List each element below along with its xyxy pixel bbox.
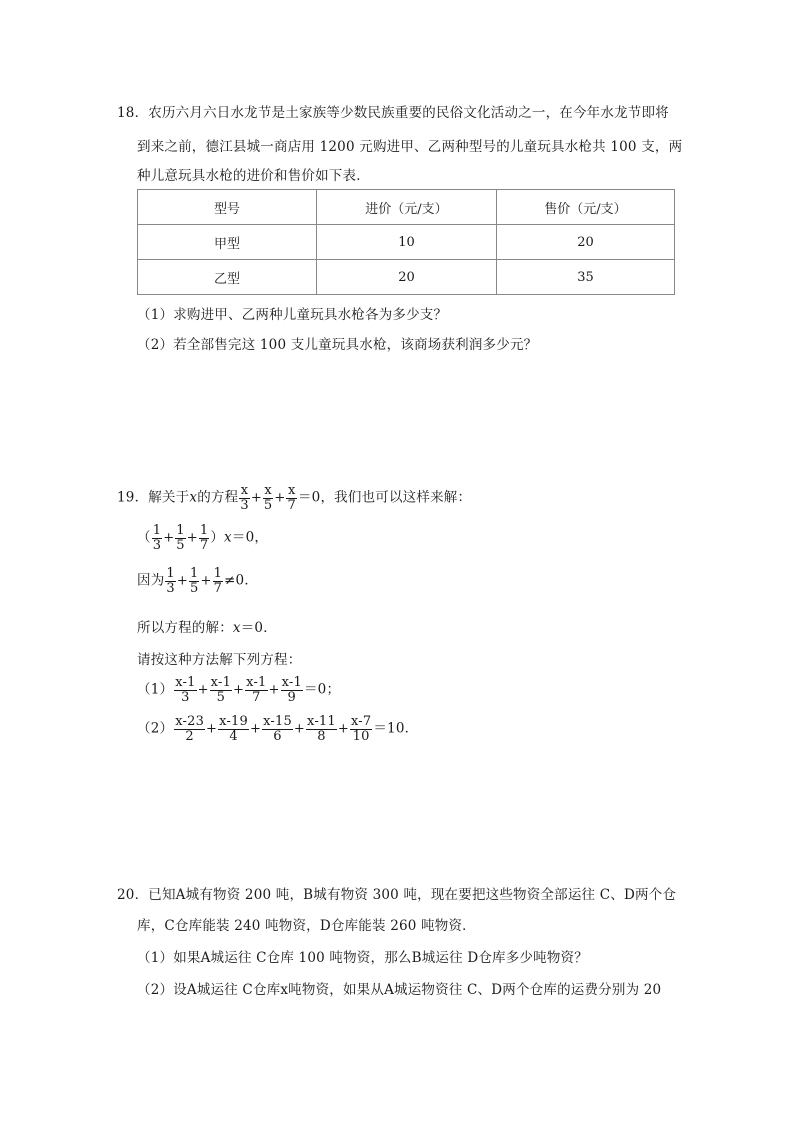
fraction [174, 676, 196, 704]
plus-sign: + [163, 530, 175, 546]
q20-sub2: （2）设A城运往 C仓库x吨物资，如果从A城运物资往 C、D两个仓库的运费分别为 20 [137, 982, 662, 998]
fraction-numerator: 1 [189, 566, 199, 581]
fraction-numerator: 1 [176, 523, 185, 538]
table-header-cell: 售价（元/支） [497, 190, 675, 225]
fraction [210, 676, 232, 704]
q18-line2: 到来之前，德江县城一商店用 1200 元购进甲、乙两种型号的儿童玩具水枪共 100 支，两 [137, 139, 683, 155]
fraction [263, 484, 273, 512]
solution-prefix: 所以方程的解： [137, 620, 233, 636]
problem-label: （2） [137, 720, 174, 737]
table-row [138, 225, 675, 260]
neq-zero: ≠0． [224, 572, 259, 589]
fraction-denominator: 5 [263, 497, 273, 513]
plus-sign: + [337, 721, 349, 737]
fraction-denominator: 7 [213, 580, 223, 596]
q19-step1-tail: ＝0， [231, 529, 269, 546]
fraction [306, 715, 337, 743]
var-x: x [189, 489, 198, 506]
q19-intro-prefix: 解关于 [148, 489, 190, 506]
q19-step2 [137, 567, 258, 595]
problem2-tail: ＝10． [373, 720, 419, 737]
table-cell: 10 [317, 225, 497, 260]
fraction-denominator: 5 [176, 537, 185, 553]
fraction-numerator: x-23 [175, 714, 205, 729]
fraction-numerator: x [240, 483, 249, 498]
fraction [213, 567, 223, 595]
fraction-numerator: x-1 [246, 675, 267, 690]
q19-step1 [137, 524, 268, 552]
plus-sign: + [274, 490, 286, 506]
table-cell: 35 [497, 260, 675, 295]
plus-sign: + [268, 682, 280, 698]
q20-line2: 库，C仓库能装 240 吨物资，D仓库能装 260 吨物资． [137, 918, 476, 934]
q20-number: 20． [117, 887, 149, 903]
plus-sign: + [176, 573, 188, 589]
table-cell: 20 [317, 260, 497, 295]
because-text: 因为 [137, 572, 165, 589]
plus-sign: + [200, 573, 212, 589]
fraction-numerator: 1 [213, 566, 223, 581]
fraction-denominator: 7 [252, 689, 261, 705]
fraction-denominator: 4 [229, 728, 238, 744]
fraction-denominator: 3 [240, 497, 249, 513]
plus-sign: + [197, 682, 209, 698]
q19-instruction: 请按这种方法解下列方程： [137, 652, 302, 668]
fraction-numerator: x-19 [219, 714, 248, 729]
fraction [350, 715, 372, 743]
open-paren: （ [137, 529, 151, 546]
fraction [245, 676, 267, 704]
fraction-numerator: 1 [152, 523, 162, 538]
var-x: x [232, 620, 241, 636]
fraction-numerator: x-7 [350, 714, 372, 729]
fraction-numerator: x [287, 483, 296, 498]
plus-sign: + [250, 490, 262, 506]
q18-line1 [117, 101, 669, 121]
fraction-denominator: 7 [199, 537, 209, 553]
q18-sub1: （1）求购进甲、乙两种儿童玩具水枪各为多少支？ [137, 307, 448, 323]
q19-intro [117, 484, 471, 512]
q18-line1-text: 农历六月六日水龙节是土家族等少数民族重要的民俗文化活动之一，在今年水龙节即将 [148, 105, 669, 121]
plus-sign: + [293, 721, 306, 737]
fraction [239, 484, 249, 512]
fraction [189, 567, 199, 595]
fraction-denominator: 3 [181, 689, 190, 705]
plus-sign: + [233, 682, 245, 698]
q19-problem2 [137, 715, 418, 743]
q20-line1 [117, 883, 676, 903]
fraction-denominator: 3 [152, 537, 162, 553]
fraction-numerator: x [264, 483, 272, 498]
fraction [165, 567, 175, 595]
problem-label: （1） [137, 681, 174, 698]
q19-problem1 [137, 676, 340, 704]
fraction [175, 524, 185, 552]
close-paren: ） [210, 529, 225, 546]
q18-line3: 种儿意玩具水枪的进价和售价如下表． [137, 168, 370, 184]
fraction-denominator: 3 [166, 580, 175, 596]
fraction [286, 484, 296, 512]
plus-sign: + [206, 721, 218, 737]
fraction-numerator: 1 [199, 523, 209, 538]
fraction-denominator: 10 [352, 728, 370, 744]
fraction-denominator: 7 [287, 497, 296, 513]
fraction-denominator: 5 [216, 689, 226, 705]
table-cell: 20 [497, 225, 675, 260]
fraction [218, 715, 249, 743]
table-cell: 乙型 [138, 260, 317, 295]
fraction-numerator: x-11 [307, 714, 336, 729]
q19-intro-suffix: 我们也可以这样来解： [334, 489, 472, 506]
fraction-denominator: 2 [185, 728, 194, 744]
q19-number: 19． [117, 489, 149, 506]
fraction-numerator: x-1 [210, 675, 232, 690]
fraction-numerator: x-15 [263, 714, 292, 729]
problem1-tail: ＝0； [303, 681, 341, 698]
table-header-cell: 型号 [138, 190, 317, 225]
fraction-denominator: 5 [189, 580, 199, 596]
var-x: x [224, 529, 232, 546]
fraction [152, 524, 162, 552]
q19-eq-zero: ＝0， [297, 489, 335, 506]
q18-sub2: （2）若全部售完这 100 支儿童玩具水枪，该商场获利润多少元？ [137, 337, 538, 353]
fraction-denominator: 6 [273, 728, 282, 744]
plus-sign: + [249, 721, 262, 737]
table-cell: 甲型 [138, 225, 317, 260]
fraction-numerator: x-1 [175, 675, 196, 690]
fraction [199, 524, 209, 552]
q20-sub1: （1）如果A城运往 C仓库 100 吨物资，那么B城运往 D仓库多少吨物资？ [137, 950, 588, 966]
fraction-denominator: 9 [287, 689, 297, 705]
table-row [138, 260, 675, 295]
q19-solution [137, 616, 277, 636]
fraction [174, 715, 205, 743]
price-table [137, 189, 675, 295]
fraction-numerator: x-1 [281, 675, 302, 690]
fraction [262, 715, 293, 743]
solution-tail: ＝0． [240, 620, 277, 636]
fraction-numerator: 1 [166, 566, 175, 581]
q18-number: 18． [117, 105, 149, 121]
fraction [281, 676, 303, 704]
plus-sign: + [186, 530, 198, 546]
table-header-row [138, 190, 675, 225]
q19-intro-mid: 的方程 [197, 489, 239, 506]
fraction-denominator: 8 [317, 728, 326, 744]
q20-line1-text: 已知A城有物资 200 吨，B城有物资 300 吨，现在要把这些物资全部运往 C、D两个仓 [148, 887, 677, 903]
table-header-cell: 进价（元/支） [317, 190, 497, 225]
